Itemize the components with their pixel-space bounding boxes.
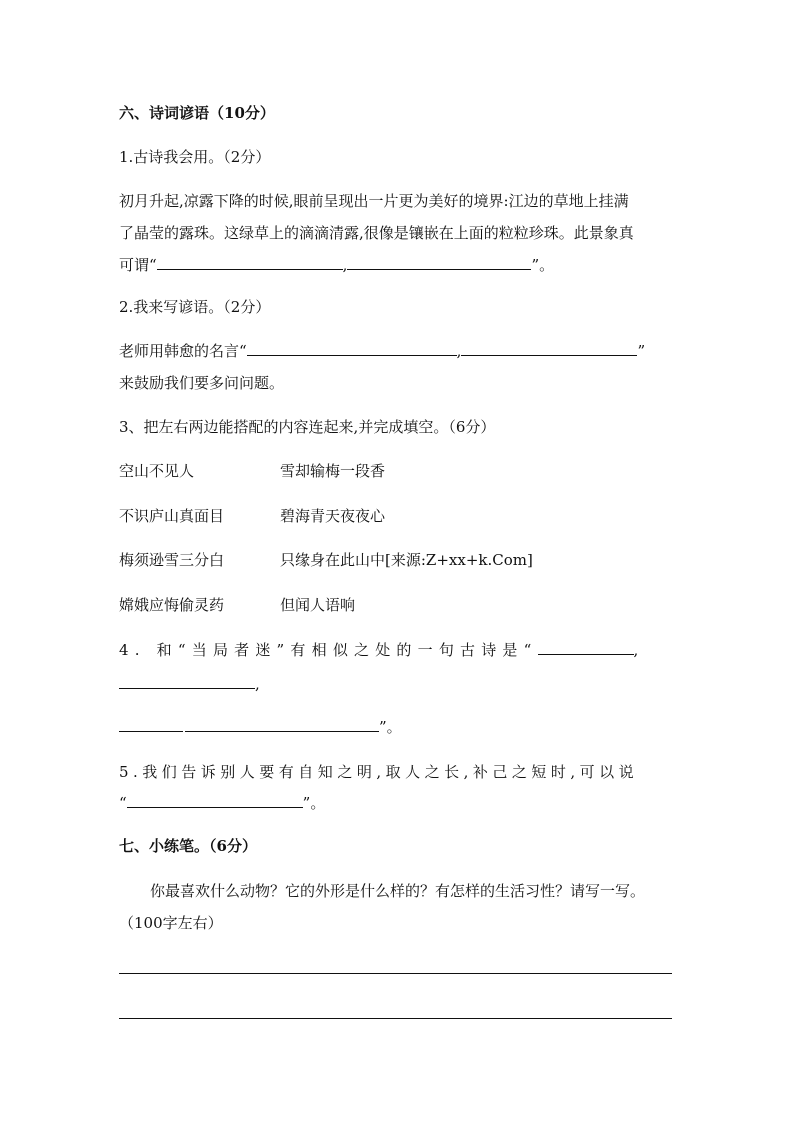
q4-line2-tail: , <box>255 675 260 693</box>
q1-blank-2[interactable] <box>347 255 531 270</box>
q2-answer-sep: , <box>456 342 462 360</box>
q3-left-item[interactable]: 不识庐山真面目 <box>119 507 225 525</box>
q5-answer-suffix: ”。 <box>302 794 326 812</box>
q5-answer-prefix: “ <box>119 794 127 812</box>
q3-left-item[interactable]: 梅须逊雪三分白 <box>119 551 225 569</box>
q5-blank[interactable] <box>127 793 303 808</box>
q3-right-item[interactable]: 只缘身在此山中[来源:Z+xx+k.Com] <box>280 551 533 569</box>
q4-line3-suffix: ”。 <box>379 718 402 736</box>
q3-right-item[interactable]: 碧海青天夜夜心 <box>280 507 386 525</box>
q2-answer-line <box>119 341 645 361</box>
q4-line1-tail: , <box>633 641 639 659</box>
q3-left-item[interactable]: 空山不见人 <box>119 462 195 480</box>
q1-answer-prefix: 可谓“ <box>119 256 157 274</box>
q4-blank-3[interactable] <box>119 717 183 732</box>
section6-title: 六、诗词谚语（10分） <box>119 104 275 122</box>
q1-answer-sep: , <box>342 256 348 274</box>
q2-answer-prefix: 老师用韩愈的名言“ <box>119 342 247 360</box>
q4-blank-4[interactable] <box>185 717 379 732</box>
q3-right-item[interactable]: 但闻人语响 <box>280 596 356 614</box>
section7-prompt-line2: （100字左右） <box>119 914 223 932</box>
q1-answer-suffix: ”。 <box>531 256 555 274</box>
q1-answer-line <box>119 255 554 275</box>
q4-line3 <box>119 717 402 737</box>
writing-line[interactable] <box>119 973 672 974</box>
q2-line2: 来鼓励我们要多问问题。 <box>119 374 285 392</box>
q2-title: 2.我来写谚语。（2分） <box>119 298 271 316</box>
q1-title: 1.古诗我会用。（2分） <box>119 148 271 166</box>
q4-question-text: 4. 和“当局者迷”有相似之处的一句古诗是“ <box>119 641 538 659</box>
q3-title: 3、把左右两边能搭配的内容连起来,并完成填空。（6分） <box>119 418 496 436</box>
q5-line1: 5.我们告诉别人要有自知之明,取人之长,补己之短时,可以说 <box>119 763 639 781</box>
q1-passage-line1: 初月升起,凉露下降的时候,眼前呈现出一片更为美好的境界:江边的草地上挂满 <box>119 192 629 210</box>
q4-line1 <box>119 640 638 660</box>
q2-answer-suffix: ” <box>637 342 646 360</box>
q4-blank-2[interactable] <box>119 674 255 689</box>
q4-blank-1[interactable] <box>538 640 634 655</box>
q4-line2 <box>119 674 260 694</box>
section7-prompt-line1: 你最喜欢什么动物？它的外形是什么样的？有怎样的生活习性？请写一写。 <box>150 882 646 900</box>
q3-left-item[interactable]: 嫦娥应悔偷灵药 <box>119 596 225 614</box>
section7-title: 七、小练笔。（6分） <box>119 837 257 855</box>
q5-line2 <box>119 793 325 813</box>
writing-line[interactable] <box>119 1018 672 1019</box>
q1-blank-1[interactable] <box>157 255 343 270</box>
q2-blank-1[interactable] <box>247 341 457 356</box>
q1-passage-line2: 了晶莹的露珠。这绿草上的滴滴清露,很像是镶嵌在上面的粒粒珍珠。此景象真 <box>119 224 634 242</box>
q3-right-item[interactable]: 雪却输梅一段香 <box>280 462 386 480</box>
q2-blank-2[interactable] <box>461 341 637 356</box>
